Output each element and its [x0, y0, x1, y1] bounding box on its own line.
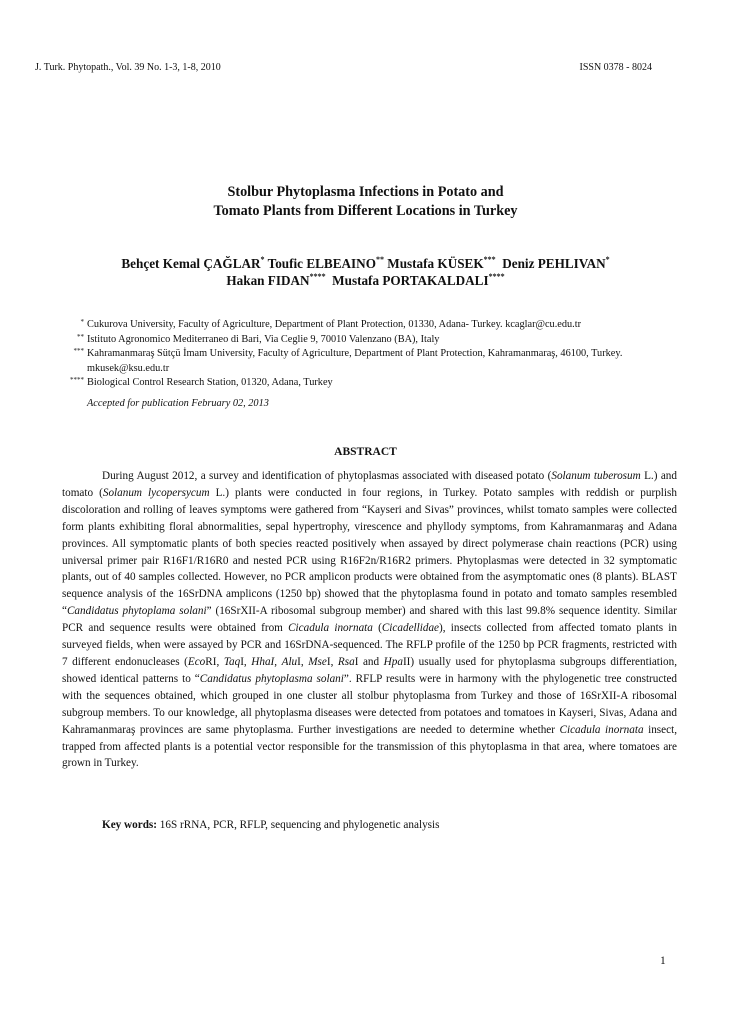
affiliation-text: Cukurova University, Faculty of Agriculture, Department of Plant Protection, 01330, Adana- Turkey. kcaglar@cu.edu.tr	[87, 319, 581, 330]
journal-citation: J. Turk. Phytopath., Vol. 39 No. 1-3, 1-8, 2010	[35, 62, 221, 73]
italic-term: Mse	[308, 655, 327, 668]
author-mark: ***	[483, 255, 496, 264]
affiliation-mark: ****	[70, 376, 84, 384]
italic-term: HhaI	[251, 655, 275, 668]
author-mark: ****	[309, 272, 326, 281]
abstract-text: II) usually used for phytoplasma subgroups differentiation, showed identical patterns to “	[62, 655, 677, 685]
abstract-text: ,	[274, 655, 282, 668]
italic-term: Cicadula inornata	[559, 723, 644, 736]
abstract-text: I,	[297, 655, 309, 668]
author-name: Deniz PEHLIVAN	[502, 256, 606, 271]
italic-term: Solanum tuberosum	[551, 470, 641, 482]
author-list	[0, 255, 731, 289]
affiliation-text: Istituto Agronomico Mediterraneo di Bari, Via Ceglie 9, 70010 Valenzano (BA), Italy	[87, 333, 440, 345]
title-line-2: Tomato Plants from Different Locations in Turkey	[213, 203, 518, 219]
issn: ISSN 0378 - 8024	[579, 62, 652, 73]
keywords	[102, 819, 439, 831]
abstract-text: (	[372, 622, 382, 635]
author-mark: **	[375, 255, 384, 264]
affiliation-mark: *	[80, 318, 84, 326]
author-name: Toufic ELBEAINO	[267, 256, 376, 271]
page-number: 1	[660, 955, 666, 967]
italic-term: Candidatus phytoplasma solani	[199, 672, 344, 685]
italic-term: Alu	[281, 655, 298, 668]
paper-title	[0, 183, 731, 221]
affiliation-text: Biological Control Research Station, 01320, Adana, Turkey	[87, 377, 333, 388]
author-mark: ****	[488, 272, 505, 281]
affiliation-text: Kahramanmaraş Sütçü İmam University, Faculty of Agriculture, Department of Plant Protection, Kahramanmaraş, 46100, Turkey. mkusek@ksu.edu.tr	[87, 348, 623, 374]
italic-term: Candidatus phytoplama solani	[66, 605, 207, 618]
affiliation	[60, 318, 680, 333]
author-line-1	[0, 255, 731, 272]
abstract-text: I,	[240, 655, 252, 668]
abstract-text: insect, trapped from affected plants is a potential vector responsible for the transmission of this phytoplasma in that area, where tomatoes are grown in Turkey.	[62, 723, 677, 770]
author-name: Mustafa KÜSEK	[387, 256, 484, 271]
accepted-date: Accepted for publication February 02, 2013	[87, 397, 269, 409]
abstract-text: I and	[354, 655, 384, 668]
author-name: Behçet Kemal ÇAĞLAR	[121, 256, 261, 271]
author-name: Mustafa PORTAKALDALI	[332, 273, 489, 288]
italic-term: Solanum lycopersycum	[102, 486, 210, 499]
abstract-text: L.) and tomato (	[62, 470, 677, 499]
affiliation	[60, 333, 680, 348]
abstract-text: L.) plants were conducted in four regions, in Turkey. Potato samples with reddish or purplish discoloration and rolling of leaves symptoms were gathered from “Kayseri and Sivas” provinces, whilst tomato samples were collected form plants exhibiting floral abnormalities, sepal hypertrophy, virescence and phyllody symptoms, from Kahramanmaraş and Adana provinces. All symptomatic plants of both species reacted positively when assayed by direct polymerase chain reactions (PCR) using universal primer pair R16F1/R16R0 and nested PCR using R16F2n/R16R2 primers. Phytoplasmas were detected in 32 symptomatic plants, out of 40 samples collected. However, no PCR amplicon products were obtained from the asymptomatic ones (8 plants). BLAST sequence analysis of the 16SrDNA amplicons (1250 bp) showed that the phytoplasma found in potato and tomato samples resembled “	[62, 486, 677, 618]
italic-term: Rsa	[337, 655, 355, 668]
abstract-text: I,	[326, 655, 338, 668]
abstract-text: ”. RFLP results were in harmony with the phylogenetic tree constructed with the sequences obtained, which grouped in one cluster all stolbur phytoplasma from Turkey and those of 16SrXII-A ribosomal subgroup members. To our knowledge, all phytoplasma diseases were detected from potatoes and tomatoes in Kayseri, Sivas, Adana and Kahramanmaraş provinces are same phytoplasma. Further investigations are needed to determine whether	[62, 672, 678, 736]
italic-term: Hpa	[383, 655, 403, 668]
affiliation	[60, 347, 680, 376]
abstract-text: RI,	[205, 655, 224, 668]
affiliation-mark: **	[77, 332, 84, 341]
keywords-text: 16S rRNA, PCR, RFLP, sequencing and phylogenetic analysis	[157, 819, 440, 831]
italic-term: Eco	[187, 655, 206, 668]
italic-term: Cicadula inornata	[288, 622, 373, 635]
italic-term: Taq	[223, 655, 241, 668]
keywords-label: Key words:	[102, 819, 157, 831]
author-name: Hakan FIDAN	[226, 273, 310, 288]
abstract-text: ” (16SrXII-A ribosomal subgroup member) and shared with this last 99.8% sequence identity. Similar PCR and sequence results were obtained from	[62, 605, 677, 635]
affiliation-mark: ***	[73, 347, 84, 355]
italic-term: Cicadellidae	[381, 622, 440, 635]
affiliation	[60, 376, 680, 391]
abstract-text: ), insects collected from affected tomato plants in surveyed fields, when were assayed by PCR and 16SrDNA-sequenced. The RFLP profile of the 1250 bp PCR fragments, restricted with 7 different endonucleases (	[62, 622, 677, 668]
abstract-body	[62, 468, 677, 772]
abstract-text: During August 2012, a survey and identification of phytoplasmas associated with diseased potato (	[102, 470, 552, 482]
affiliations	[60, 318, 680, 411]
author-mark: *	[260, 255, 265, 264]
author-line-2	[0, 272, 731, 289]
abstract-heading: ABSTRACT	[334, 446, 397, 458]
title-line-1: Stolbur Phytoplasma Infections in Potato and	[227, 184, 504, 200]
author-mark: *	[605, 255, 610, 264]
